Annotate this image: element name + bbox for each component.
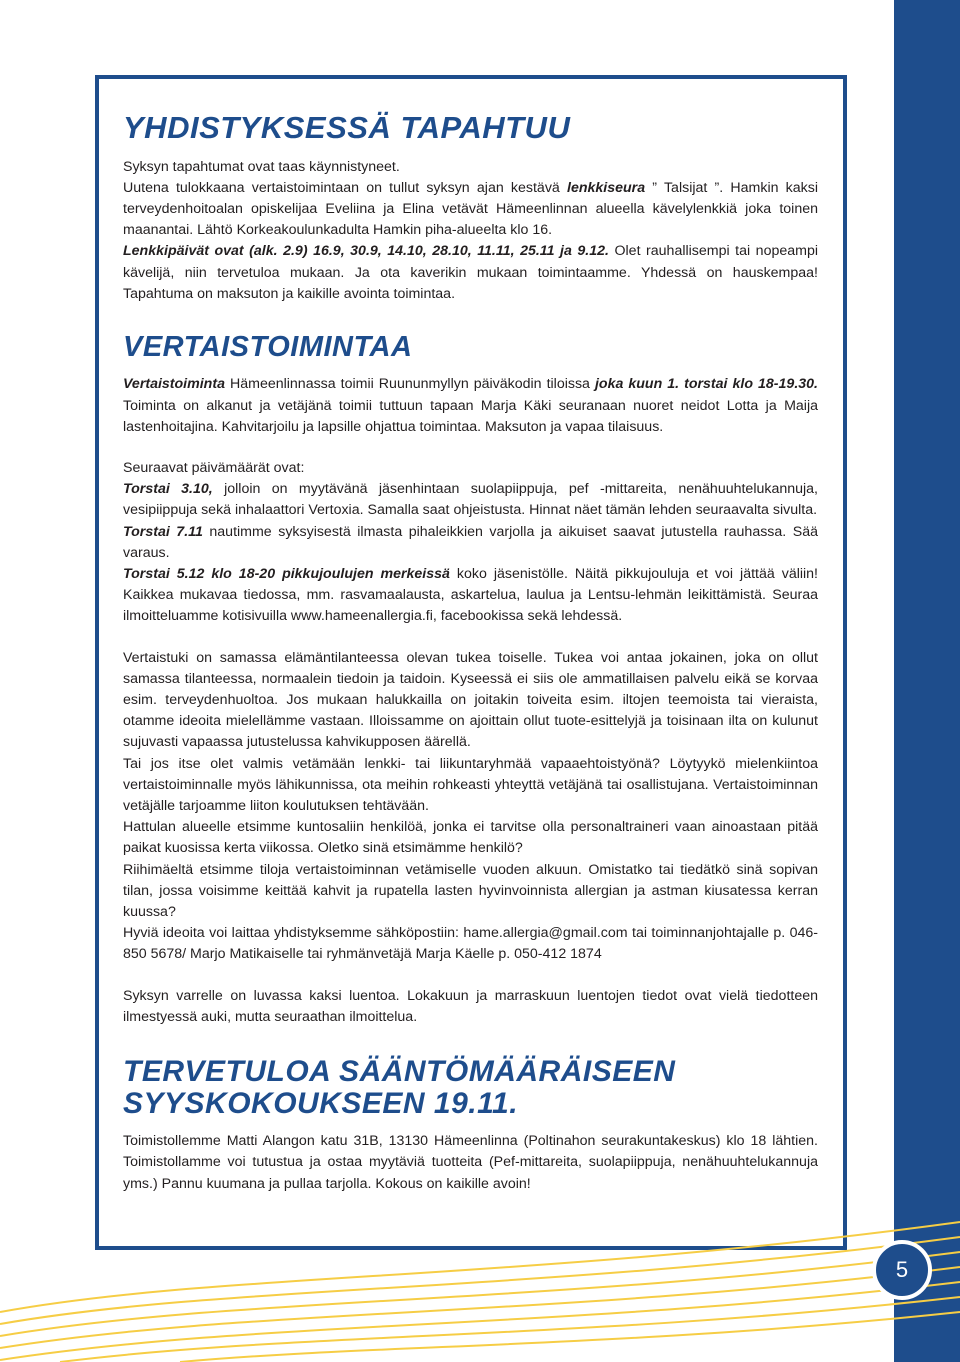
paragraph: Syksyn varrelle on luvassa kaksi luentoa. Lokakuun ja marraskuun luentojen tiedot ovat vielä tiedotteen ilmestyessä auki, mutta seuraathan ilmoittelua.: [123, 987, 818, 1025]
paragraph: Seuraavat päivämäärät ovat:: [123, 460, 305, 477]
paragraph: Syksyn tapahtumat ovat taas käynnistyneet.: [123, 158, 400, 175]
paragraph: Vertaistoiminta Hämeenlinnassa toimii Ruununmyllyn päiväkodin tiloissa joka kuun 1. torstai klo 18-19.30. Toiminta on alkanut ja vetäjänä toimii tuttuun tapaan Marja Käki seuranaan nuoret neidot Lotta ja Maija lastenhoitajina. Kahvitarjoilu ja lapsille ohjattua toimintaa. Maksuton ja vapaa tilaisuus.: [123, 376, 818, 435]
paragraph: Lenkkipäivät ovat (alk. 2.9) 16.9, 30.9, 14.10, 28.10, 11.11, 25.11 ja 9.12. Olet rauhallisempi tai nopeampi kävelijä, niin tervetuloa mukaan. Ja ota kaverikin mukaan toimintaamme. Yhdessä on hauskempaa! Tapahtuma on maksuton ja kaikille avointa toimintaa.: [123, 243, 818, 302]
page-number: 5: [872, 1240, 932, 1300]
paragraph: Toimistollemme Matti Alangon katu 31B, 13130 Hämeenlinna (Poltinahon seurakuntakeskus) klo 18 lähtien. Toimistollamme voi tutustua ja ostaa myytäviä tuotteita (Pef-mittareita, suolapiippuja, nenähuuhtelukannuja yms.) Pannu kuumana ja pullaa tarjolla. Kokous on kaikille avoin!: [123, 1133, 818, 1192]
side-color-stripe: [894, 0, 960, 1362]
paragraph: Hyviä ideoita voi laittaa yhdistyksemme sähköpostiin: hame.allergia@gmail.com tai toiminnanjohtajalle p. 046-850 5678/ Marjo Matikaiselle tai ryhmänvetäjä Marja Käelle p. 050-412 1874: [123, 925, 818, 963]
paragraph: Riihimäeltä etsimme tiloja vertaistoiminnan vetämiselle vuoden alkuun. Omistatko tai tiedätkö sinä sopivan tilan, jossa voisimme keittää kahvit ja rupatella lasten hyvinvoinnista allergian ja astman kiusatessa kerran kuussa?: [123, 861, 818, 921]
section-title-yhdistyksessa: YHDISTYKSESSÄ TAPAHTUU: [123, 110, 571, 145]
paragraph: Torstai 3.10, jolloin on myytävänä jäsenhintaan suolapiippuja, pef -mittareita, nenähuuhtelukannuja, vesipiippuja sekä inhalaattori Vertoxia. Samalla saat ohjeistusta. Hinnat näet tämän lehden seuraavalta sivulta.: [123, 481, 819, 519]
section-title-syyskokous: TERVETULOA SÄÄNTÖMÄÄRÄISEEN SYYSKOKOUKSEEN 19.11.: [123, 1055, 676, 1120]
paragraph: Hattulan alueelle etsimme kuntosaliin henkilöä, jonka ei tarvitse olla personaltraineri vaan ainoastaan pitää paikat kuosissa kerta viikossa. Oletko sinä etsimämme henkilö?: [123, 819, 818, 857]
paragraph: Torstai 7.11 nautimme syksyisestä ilmasta pihaleikkien varjolla ja aikuiset saavat jutustella rauhassa. Sää varaus.: [123, 523, 819, 561]
section-title-vertaistoimintaa: VERTAISTOIMINTAA: [123, 330, 413, 363]
paragraph: Torstai 5.12 klo 18-20 pikkujoulujen merkeissä koko jäsenistölle. Näitä pikkujouluja et voi jättää väliin! Kaikkea mukavaa tiedossa, mm. rasvamaalausta, askartelua, laulua ja Lentsu-lehmän leikittämistä. Seuraa ilmoitteluamme kotisivuilla www.hameenallergia.fi, facebookissa sekä lehdessä.: [123, 566, 818, 625]
page-content: [123, 112, 818, 1195]
paragraph: Tai jos itse olet valmis vetämään lenkki- tai liikuntaryhmää vapaaehtoistyönä? Löytyykö mielenkiintoa vertaistoiminnalle myös lähikunnissa, ota meihin rohkeasti yhteyttä vetäjänä tai osallistujana. Vertaistoiminnan vetäjälle tarjoamme liiton koulutuksen tehtävään.: [123, 755, 818, 815]
paragraph: Vertaistuki on samassa elämäntilanteessa olevan tukea toiselle. Tukea voi antaa jokainen, joka on ollut samassa tilanteessa, normaalein tiedoin ja taidoin. Kyseessä ei siis ole ammatillaisen palvelu eikä se korvaa esim. terveydenhuoltoa. Jos mukaan halukkailla on joitakin toiveita esim. iltojen teemoista tai vieraista, otamme ideoita mielellämme vastaan. Illoissamme on ajoittain ollut tuote-esittelyjä ja toisinaan ilta on kulunut sujuvasti vapaassa jutustelussa kahvikupposen äärellä.: [123, 649, 818, 751]
paragraph: Uutena tulokkaana vertaistoimintaan on tullut syksyn ajan kestävä lenkkiseura ” Talsijat ”. Hamkin kaksi terveydenhoitoalan opiskelijaa Eveliina ja Elina vetävät Hämeenlinnan alueella kävelylenkkiä joka toinen maanantai. Lähtö Korkeakoulunkadulta Hamkin piha-alueelta klo 16.: [123, 179, 818, 239]
